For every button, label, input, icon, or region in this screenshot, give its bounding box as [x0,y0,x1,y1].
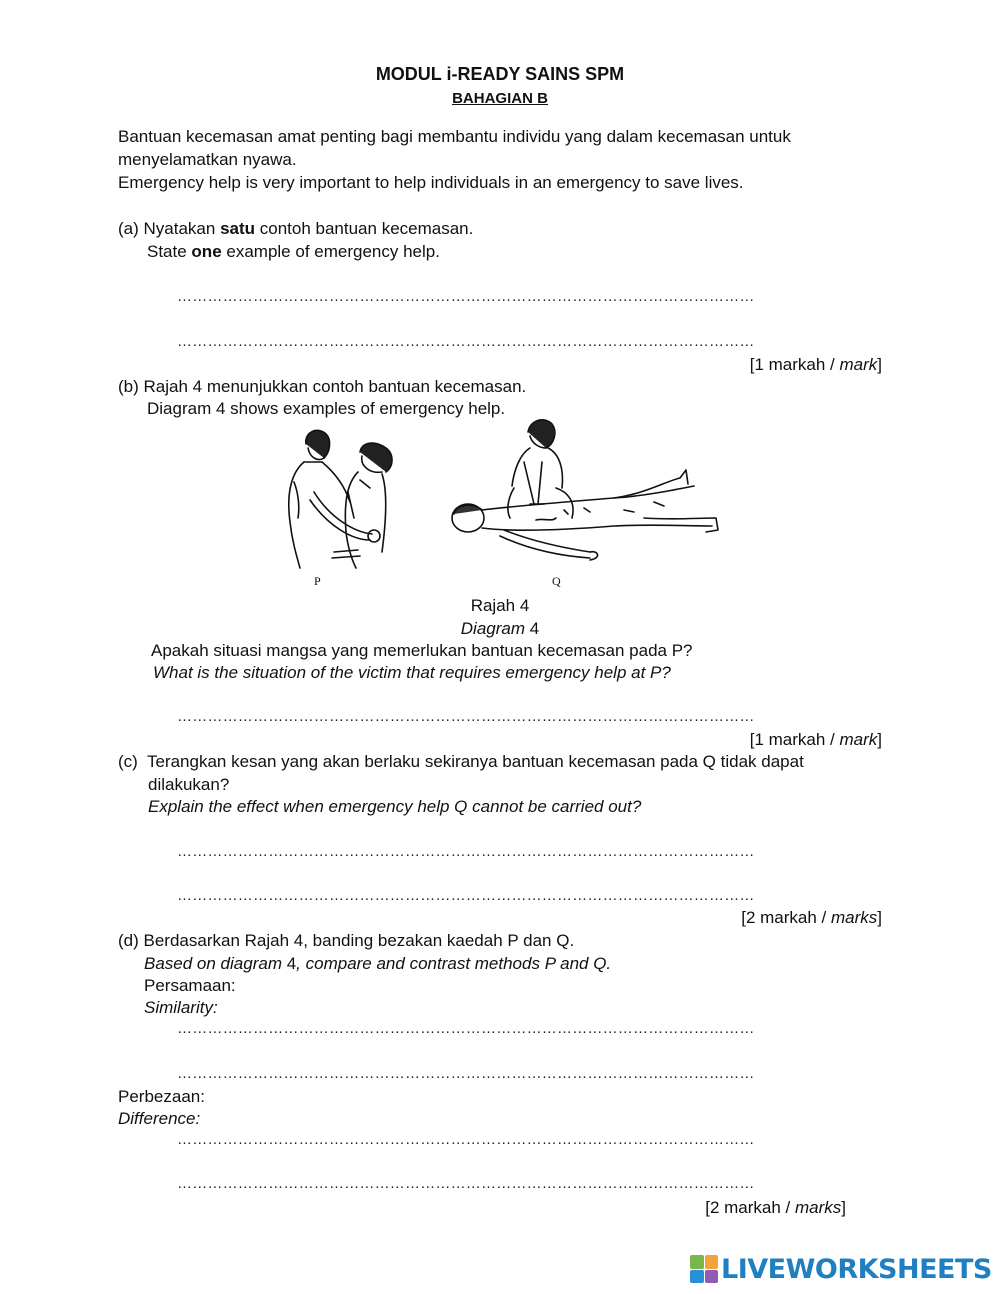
answer-line-a1[interactable]: …………………………………………………………………………………………………… [177,288,755,305]
page-title: MODUL i-READY SAINS SPM [375,64,625,84]
liveworksheets-logo[interactable] [690,1254,992,1284]
figure-q-cpr [444,414,724,574]
question-b-en: Diagram 4 shows examples of emergency help. [147,399,506,418]
mark-a: [1 markah / mark] [749,355,882,374]
question-c-ms-line2: dilakukan? [148,775,230,794]
figure-label-p [316,571,323,572]
figure-p-label: P [314,574,321,588]
difference-label-ms: Perbezaan: [118,1087,205,1106]
question-c-en: Explain the effect when emergency help Q cannot be carried out? [148,797,642,816]
liveworksheets-brand: LIVEWORKSHEETS [721,1253,992,1285]
question-d-en: Based on diagram 4, compare and contrast methods P and Q. [144,954,612,973]
figure-caption-en: Diagram 4 [460,619,540,638]
figure-q-label: Q [552,574,561,588]
mark-b: [1 markah / mark] [749,730,882,749]
answer-line-d2[interactable]: …………………………………………………………………………………………………… [177,1065,755,1082]
difference-label-en: Difference: [118,1109,201,1128]
section-heading: BAHAGIAN B [452,90,548,107]
mark-c: [2 markah / marks] [741,908,882,927]
answer-line-d3[interactable]: …………………………………………………………………………………………………… [177,1131,755,1148]
question-b-ms: (b) Rajah 4 menunjukkan contoh bantuan kecemasan. [118,377,527,396]
intro-ms-line2: menyelamatkan nyawa. [118,150,297,169]
question-a-ms: (a) Nyatakan satu contoh bantuan kecemasan. [118,219,474,238]
answer-line-d4[interactable]: …………………………………………………………………………………………………… [177,1175,755,1192]
question-b-sub-en: What is the situation of the victim that requires emergency help at P? [153,663,671,682]
question-b-sub-ms: Apakah situasi mangsa yang memerlukan bantuan kecemasan pada P? [151,641,693,660]
question-a-en: State one example of emergency help. [147,242,440,261]
answer-line-c1[interactable]: …………………………………………………………………………………………………… [177,843,755,860]
answer-line-a2[interactable]: …………………………………………………………………………………………………… [177,333,755,350]
question-d-ms: (d) Berdasarkan Rajah 4, banding bezakan kaedah P dan Q. [118,931,575,950]
similarity-label-ms: Persamaan: [144,976,236,995]
answer-line-d1[interactable]: …………………………………………………………………………………………………… [177,1020,755,1037]
figure-caption-ms: Rajah 4 [470,596,530,615]
intro-ms-line1: Bantuan kecemasan amat penting bagi membantu individu yang dalam kecemasan untuk [118,127,791,146]
mark-d: [2 markah / marks] [705,1198,846,1217]
intro-en-line: Emergency help is very important to help individuals in an emergency to save lives. [118,173,744,192]
figure-p-abdominal-thrust [274,422,404,572]
answer-line-b1[interactable]: …………………………………………………………………………………………………… [177,708,755,725]
answer-line-c2[interactable]: …………………………………………………………………………………………………… [177,887,755,904]
similarity-label-en: Similarity: [144,998,218,1017]
liveworksheets-icon [690,1255,718,1283]
question-c-ms-line1: (c) Terangkan kesan yang akan berlaku sekiranya bantuan kecemasan pada Q tidak dapat [118,752,804,771]
